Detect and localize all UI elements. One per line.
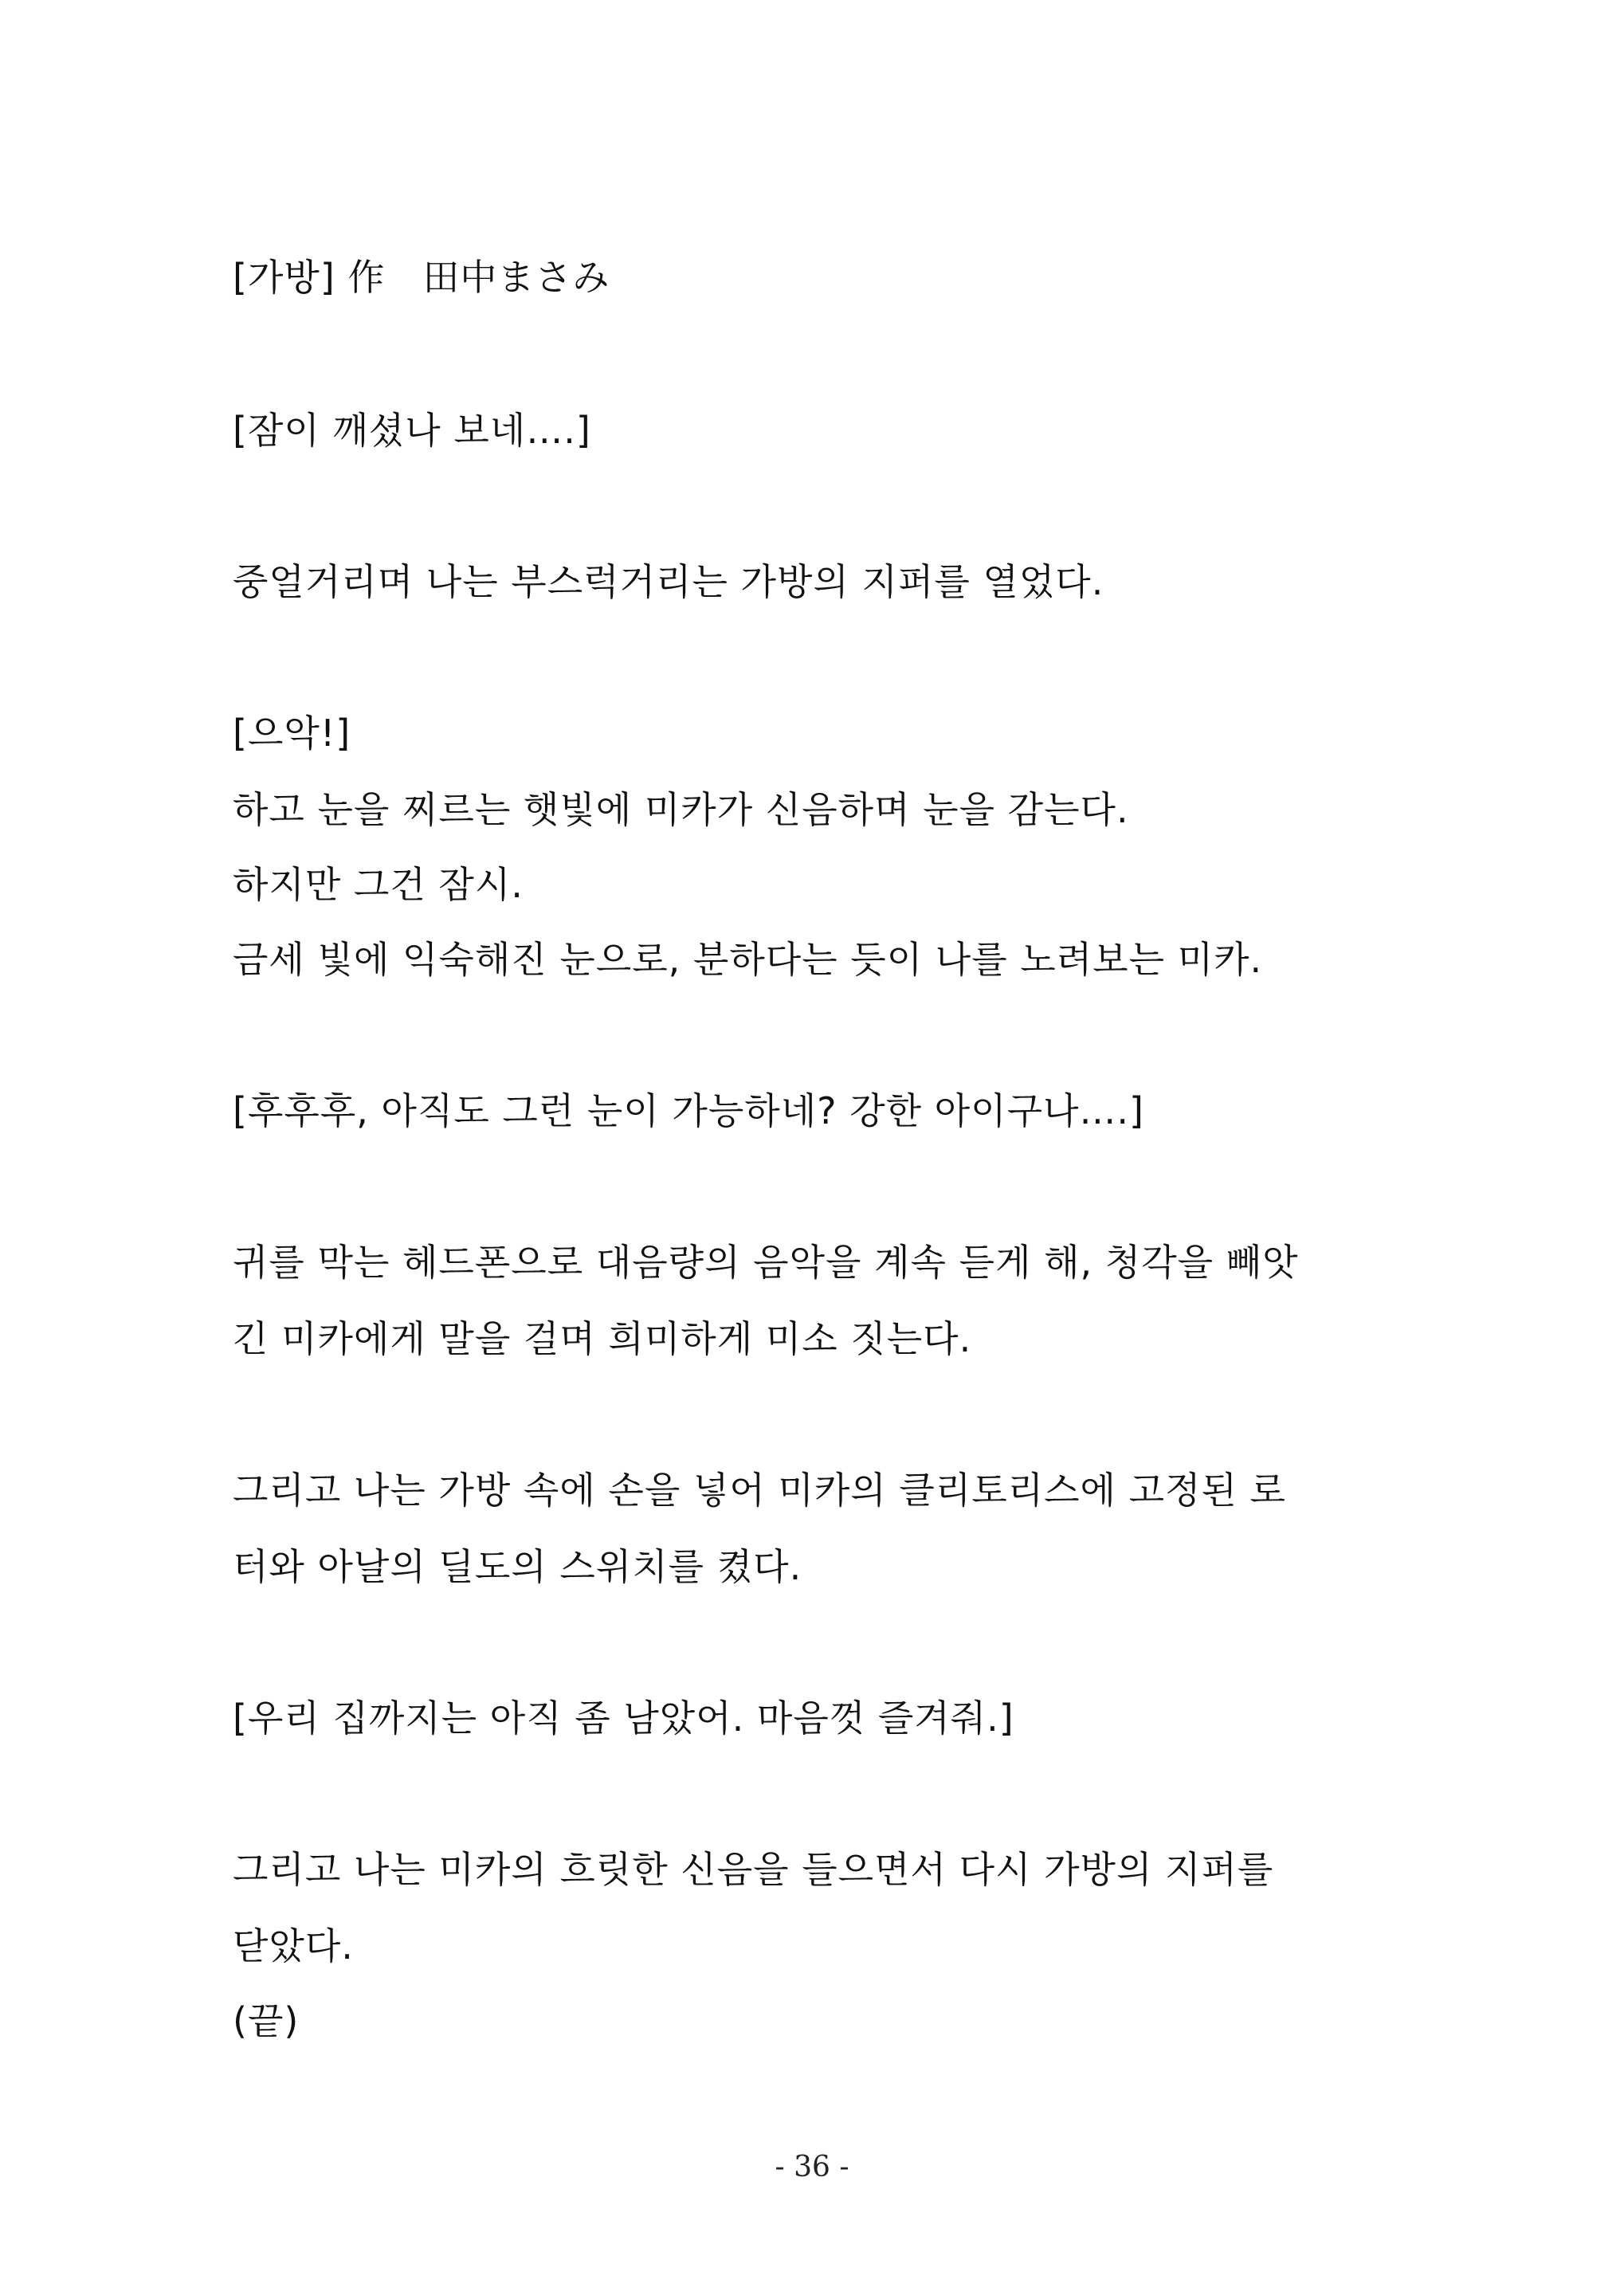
story-title: [가방] 作 田中まさみ bbox=[233, 256, 610, 299]
dialogue-line: [후후후, 아직도 그런 눈이 가능하네? 강한 아이구나….] bbox=[233, 1089, 1145, 1132]
page-number: - 36 - bbox=[775, 2151, 849, 2183]
narration-line: 그리고 나는 가방 속에 손을 넣어 미카의 클리토리스에 고정된 로 bbox=[233, 1469, 1286, 1512]
dialogue-line: [잠이 깨셨나 보네….] bbox=[233, 409, 591, 452]
paragraph bbox=[233, 1696, 1404, 1740]
paragraph bbox=[233, 1999, 1404, 2043]
narration-line: 터와 아날의 딜도의 스위치를 켰다. bbox=[233, 1545, 802, 1588]
paragraph bbox=[233, 1847, 1404, 1892]
paragraph bbox=[233, 937, 1404, 982]
paragraph bbox=[233, 559, 1404, 604]
paragraph bbox=[233, 711, 1404, 755]
narration-line: 그리고 나는 미카의 흐릿한 신음을 들으면서 다시 가방의 지퍼를 bbox=[233, 1848, 1274, 1891]
paragraph bbox=[233, 1316, 1404, 1361]
title-line bbox=[233, 255, 1404, 300]
paragraph bbox=[233, 1468, 1404, 1512]
narration-line: 하지만 그건 잠시. bbox=[233, 863, 524, 906]
dialogue-line: [우리 집까지는 아직 좀 남았어. 마음껏 즐겨줘.] bbox=[233, 1697, 1014, 1740]
end-marker: (끝) bbox=[233, 1999, 300, 2042]
paragraph bbox=[233, 1924, 1404, 1968]
paragraph bbox=[233, 1544, 1404, 1589]
paragraph bbox=[233, 408, 1404, 453]
paragraph bbox=[233, 1089, 1404, 1133]
paragraph bbox=[233, 1240, 1404, 1285]
paragraph bbox=[233, 787, 1404, 832]
narration-line: 하고 눈을 찌르는 햇빛에 미카가 신음하며 눈을 감는다. bbox=[233, 788, 1129, 831]
paragraph bbox=[233, 862, 1404, 907]
narration-line: 중얼거리며 나는 부스럭거리는 가방의 지퍼를 열었다. bbox=[233, 560, 1104, 603]
narration-line: 금세 빛에 익숙해진 눈으로, 분하다는 듯이 나를 노려보는 미카. bbox=[233, 938, 1263, 981]
narration-line: 닫았다. bbox=[233, 1924, 354, 1967]
narration-line: 귀를 막는 헤드폰으로 대음량의 음악을 계속 듣게 해, 청각을 빼앗 bbox=[233, 1241, 1299, 1284]
dialogue-line: [으악!] bbox=[233, 712, 351, 755]
narration-line: 긴 미카에게 말을 걸며 희미하게 미소 짓는다. bbox=[233, 1317, 972, 1360]
